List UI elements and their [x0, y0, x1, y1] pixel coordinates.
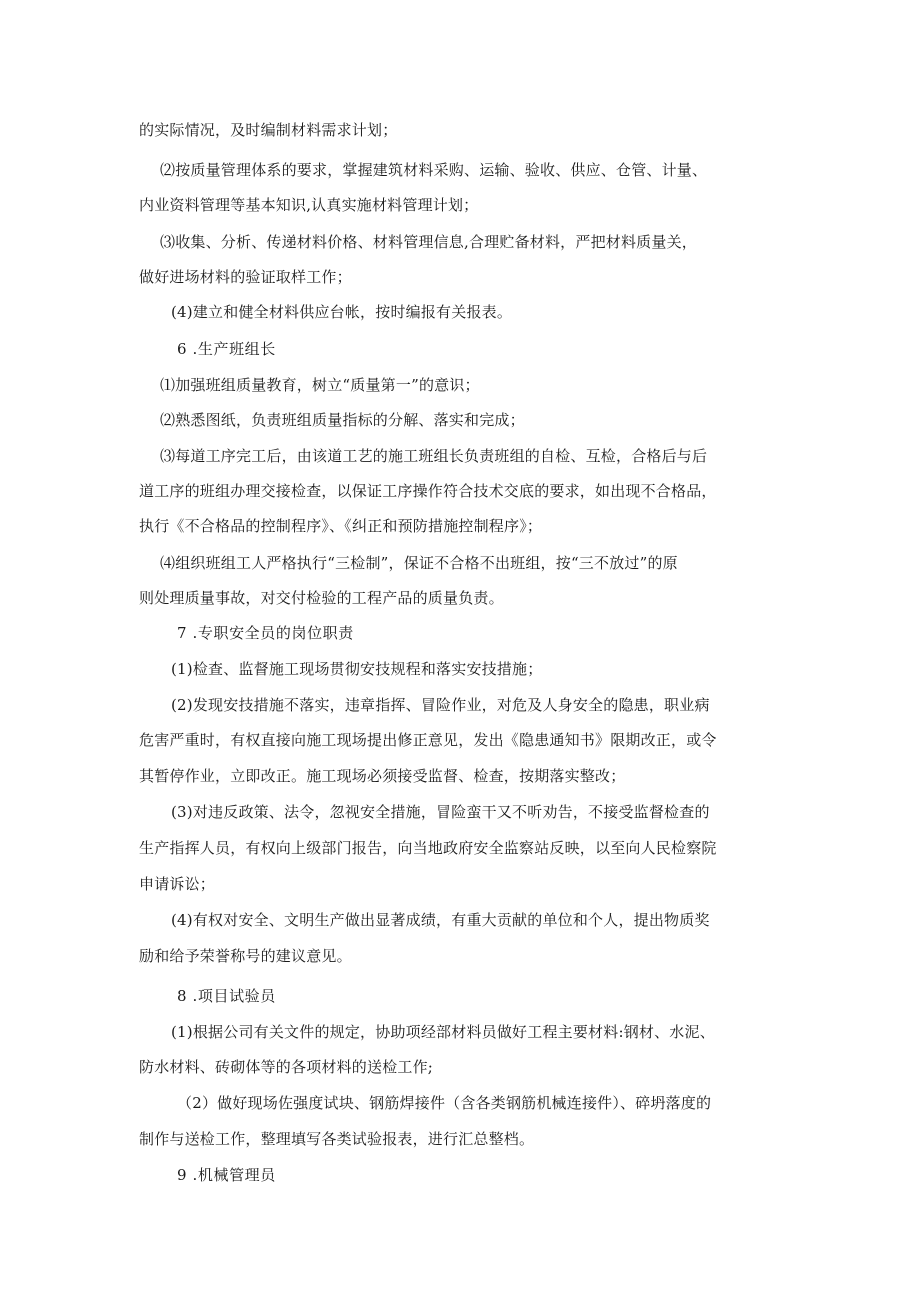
- text-line: ⑶收集、分析、传递材料价格、材料管理信息,合理贮备材料，严把材料质量关，: [160, 233, 697, 251]
- section-heading: 7 .专职安全员的岗位职责: [177, 624, 354, 642]
- text-line: 防水材料、砖砌体等的各项材料的送检工作;: [139, 1058, 434, 1076]
- text-line: 内业资料管理等基本知识,认真实施材料管理计划；: [139, 196, 479, 214]
- text-line: 执行《不合格品的控制程序》、《纠正和预防措施控制程序》；: [139, 517, 543, 535]
- text-line: ⑵熟悉图纸，负责班组质量指标的分解、落实和完成；: [160, 411, 525, 429]
- text-line: 的实际情况，及时编制材料需求计划；: [139, 121, 398, 139]
- text-line: 申请诉讼；: [139, 875, 216, 893]
- section-heading: 6 .生产班组长: [177, 340, 276, 358]
- text-line: 道工序的班组办理交接检查，以保证工序操作符合技术交底的要求，如出现不合格品，: [139, 482, 717, 500]
- text-line: ⑴加强班组质量教育，树立“质量第一”的意识；: [160, 376, 480, 394]
- text-line: 危害严重时，有权直接向施工现场提出修正意见，发出《隐患通知书》限期改正，或令: [139, 731, 717, 749]
- text-line: (4)建立和健全材料供应台帐，按时编报有关报表。: [171, 303, 513, 321]
- text-line: 生产指挥人员，有权向上级部门报告，向当地政府安全监察站反映，以至向人民检察院: [139, 839, 717, 857]
- text-line: (1)根据公司有关文件的规定，协助项经部材料员做好工程主要材料:钢材、水泥、: [171, 1023, 715, 1041]
- section-heading: 9 .机械管理员: [177, 1166, 276, 1184]
- text-line: ⑶每道工序完工后，由该道工艺的施工班组长负责班组的自检、互检，合格后与后: [160, 447, 708, 465]
- text-line: 制作与送检工作，整理填写各类试验报表，进行汇总整档。: [139, 1130, 535, 1148]
- text-line: 做好进场材料的验证取样工作；: [139, 268, 352, 286]
- text-line: （2）做好现场佐强度试块、钢筋焊接件（含各类钢筋机械连接件）、碎坍落度的: [177, 1094, 712, 1112]
- text-line: (3)对违反政策、法令，忽视安全措施，冒险蛮干又不听劝告，不接受监督检查的: [171, 803, 710, 821]
- text-line: 则处理质量事故，对交付检验的工程产品的质量负责。: [139, 589, 504, 607]
- text-line: ⑵按质量管理体系的要求，掌握建筑材料采购、运输、验收、供应、仓管、计量、: [160, 161, 708, 179]
- text-line: (1)检查、监督施工现场贯彻安技规程和落实安技措施；: [171, 660, 543, 678]
- text-line: ⑷组织班组工人严格执行“三检制”，保证不合格不出班组，按“三不放过”的原: [160, 554, 678, 572]
- section-heading: 8 .项目试验员: [177, 987, 276, 1005]
- text-line: 励和给予荣誉称号的建议意见。: [139, 947, 352, 965]
- text-line: (2)发现安技措施不落实，违章指挥、冒险作业，对危及人身安全的隐患，职业病: [171, 696, 710, 714]
- text-line: 其暂停作业，立即改正。施工现场必须接受监督、检查，按期落实整改；: [139, 767, 626, 785]
- text-line: (4)有权对安全、文明生产做出显著成绩，有重大贡献的单位和个人，提出物质奖: [171, 911, 710, 929]
